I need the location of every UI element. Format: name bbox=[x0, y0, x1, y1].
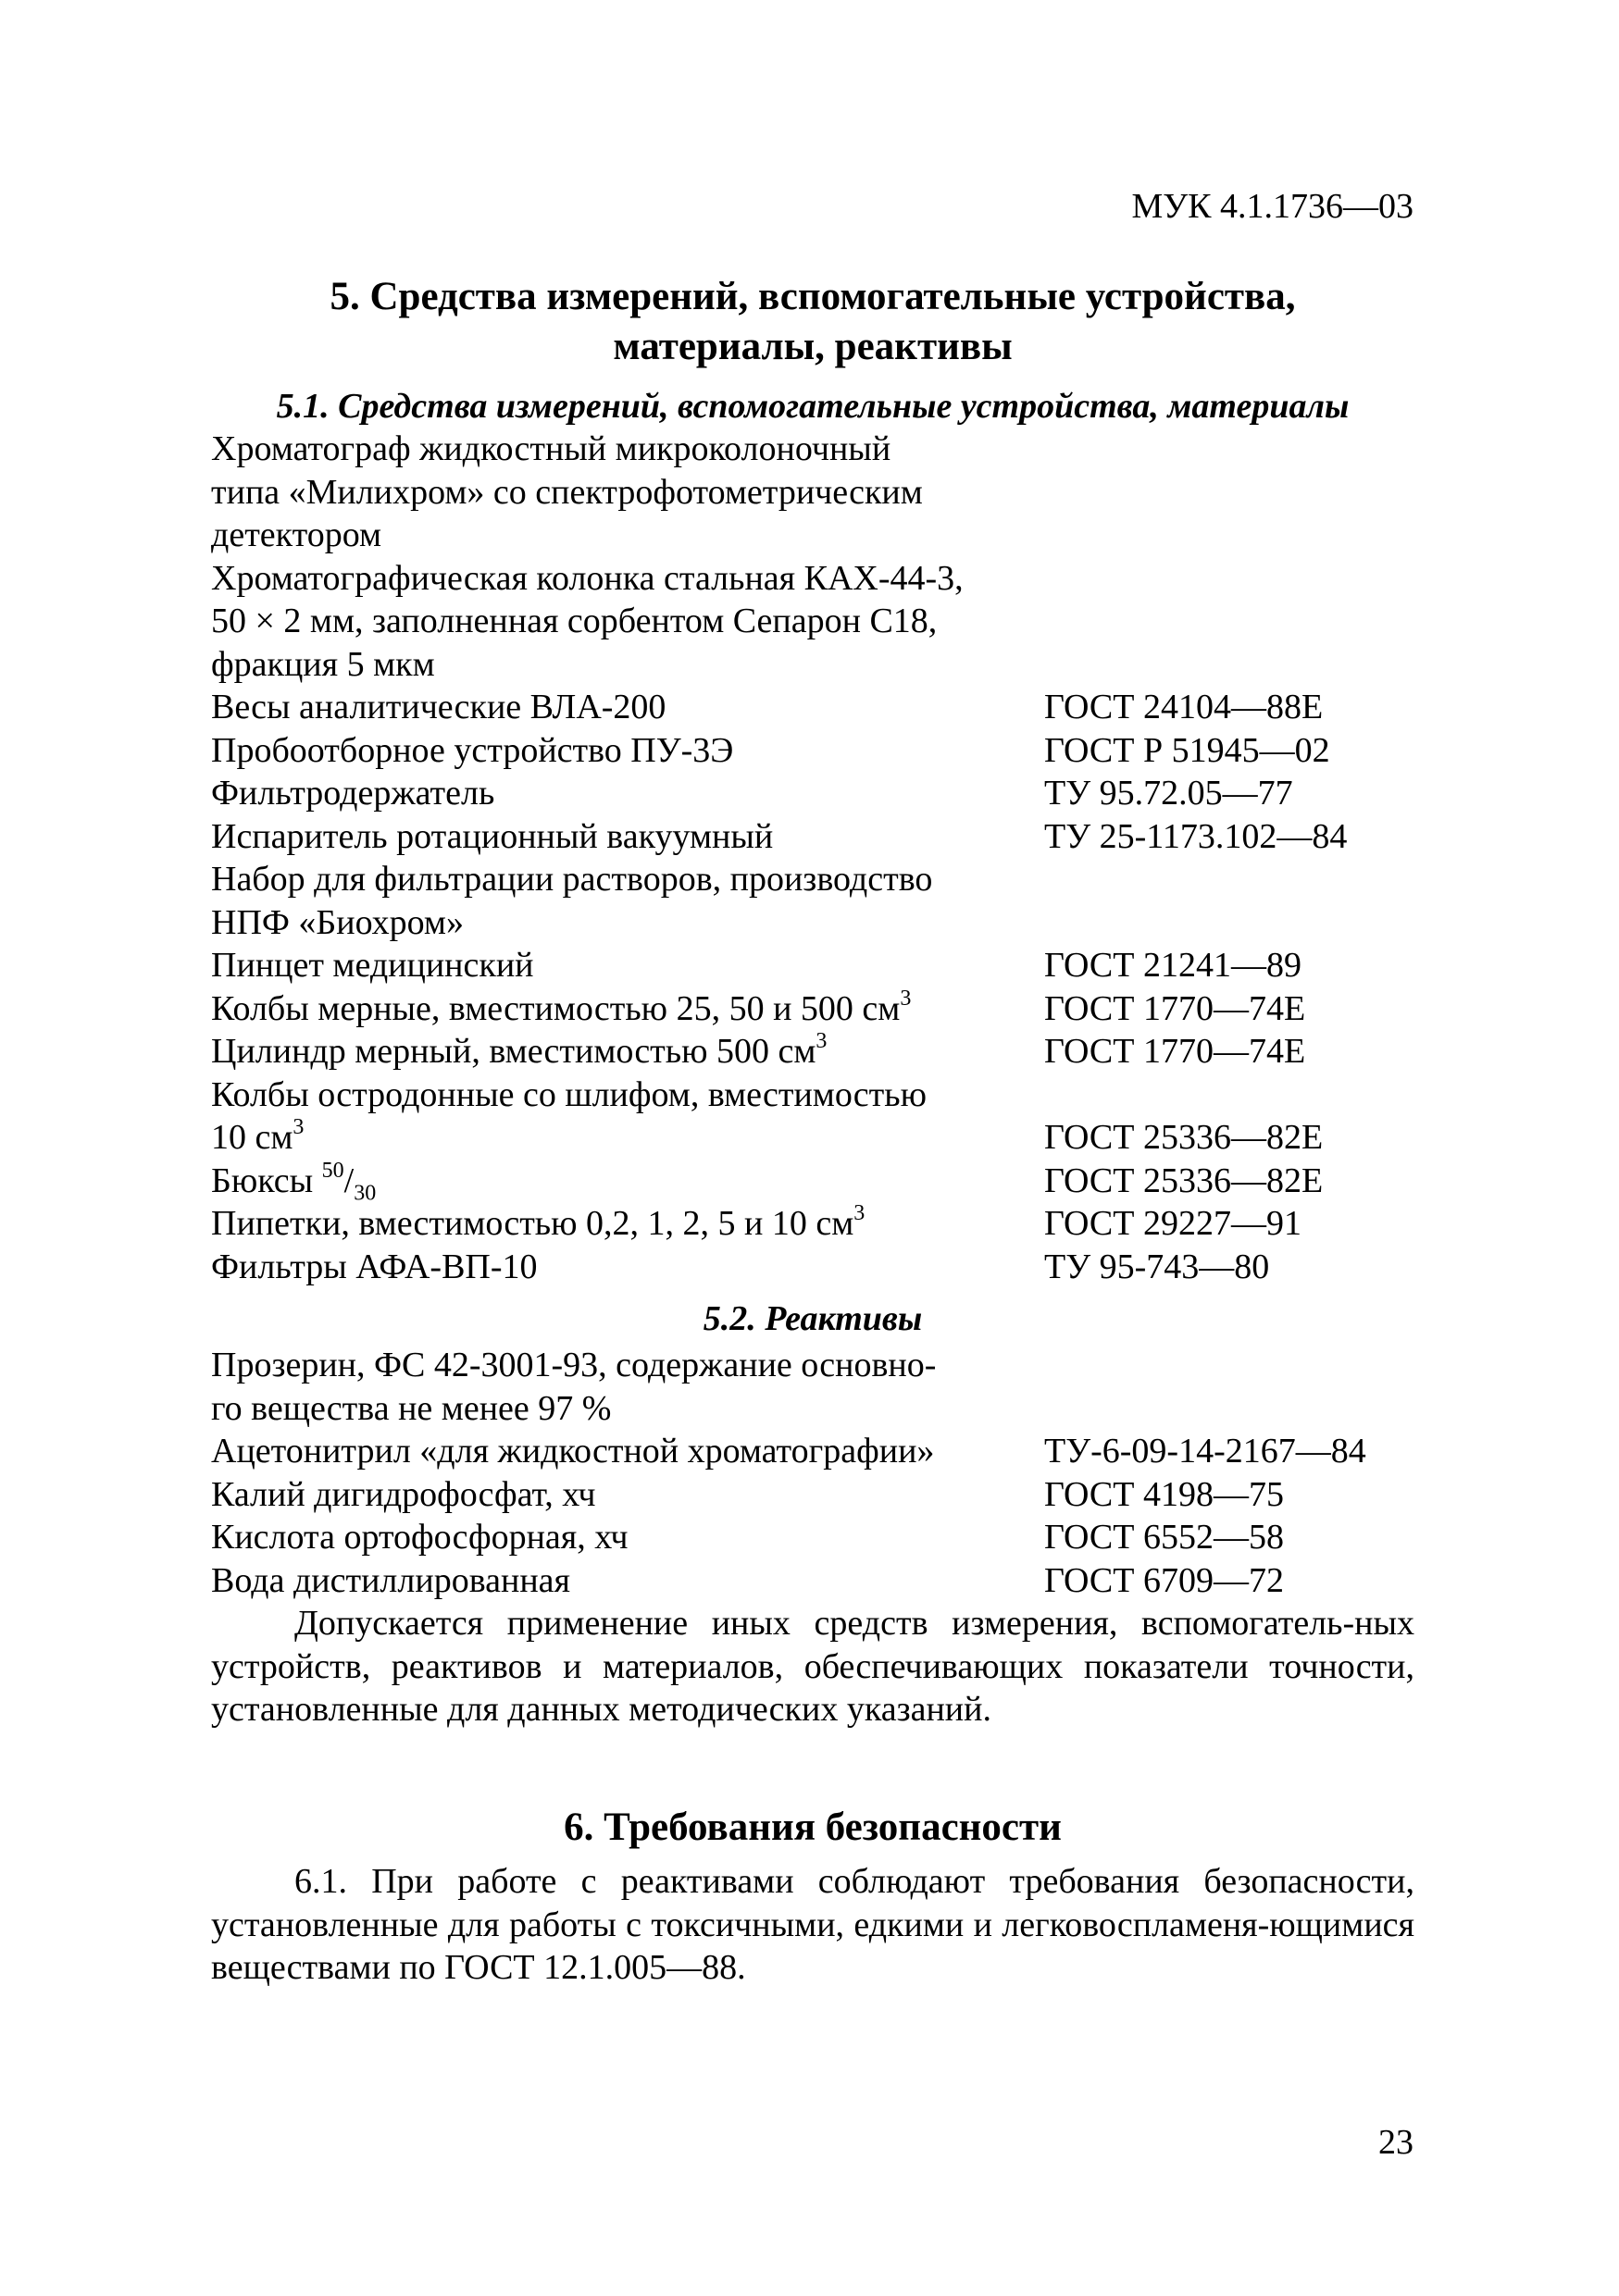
item-name-text: Цилиндр мерный, вместимостью 500 см bbox=[211, 1032, 816, 1071]
item-name-text: го вещества не менее 97 % bbox=[211, 1388, 612, 1428]
item-name-text: Фильтры АФА-ВП-10 bbox=[211, 1247, 538, 1286]
list-item bbox=[211, 901, 1414, 945]
item-name bbox=[211, 1559, 1044, 1603]
item-standard: ТУ 25-1173.102—84 bbox=[1044, 816, 1348, 856]
item-name bbox=[211, 1246, 1044, 1289]
subscript: 30 bbox=[354, 1181, 377, 1206]
superscript: 3 bbox=[293, 1115, 305, 1140]
list-item bbox=[211, 1030, 1414, 1074]
item-standard: ГОСТ 4198—75 bbox=[1044, 1474, 1284, 1514]
item-name bbox=[211, 901, 1044, 945]
list-item bbox=[211, 643, 1414, 687]
item-name bbox=[211, 815, 1044, 859]
list-item bbox=[211, 600, 1414, 643]
section-6 bbox=[211, 1803, 1414, 1990]
list-item bbox=[211, 471, 1414, 515]
item-name bbox=[211, 600, 1044, 643]
item-name-text: Бюксы bbox=[211, 1160, 322, 1200]
item-name bbox=[211, 1074, 1044, 1117]
item-name-text: Пробоотборное устройство ПУ-3Э bbox=[211, 730, 734, 770]
item-name bbox=[211, 1116, 1044, 1160]
item-standard: ГОСТ Р 51945—02 bbox=[1044, 730, 1330, 770]
section-5-title-line-2: материалы, реактивы bbox=[613, 325, 1013, 368]
item-standard: ТУ 95-743—80 bbox=[1044, 1247, 1270, 1286]
item-name bbox=[211, 1516, 1044, 1559]
list-item bbox=[211, 772, 1414, 815]
list-item bbox=[211, 1158, 1414, 1206]
item-name-text: Прозерин, ФС 42-3001-93, содержание основно- bbox=[211, 1346, 937, 1384]
item-name bbox=[211, 987, 1044, 1031]
list-item bbox=[211, 428, 1414, 471]
list-item bbox=[211, 686, 1414, 729]
list-item bbox=[211, 1559, 1414, 1603]
item-name-text: типа «Милихром» со спектрофотометрическим bbox=[211, 472, 923, 512]
item-name bbox=[211, 514, 1044, 557]
list-item bbox=[211, 858, 1414, 901]
item-name bbox=[211, 471, 1044, 515]
list-item bbox=[211, 729, 1414, 773]
item-standard: ГОСТ 21241—89 bbox=[1044, 946, 1301, 985]
item-name bbox=[211, 1158, 1044, 1206]
item-standard: ГОСТ 29227—91 bbox=[1044, 1204, 1301, 1243]
fraction-slash: / bbox=[343, 1160, 355, 1200]
list-item bbox=[211, 1516, 1414, 1559]
item-name-text: Калий дигидрофосфат, хч bbox=[211, 1474, 596, 1514]
item-name-text: Весы аналитические ВЛА-200 bbox=[211, 688, 666, 726]
item-name-text: Пинцет медицинский bbox=[211, 946, 534, 985]
list-item bbox=[211, 1074, 1414, 1117]
list-item bbox=[211, 1202, 1414, 1246]
superscript: 50 bbox=[321, 1158, 344, 1183]
item-name-text: Вода дистиллированная bbox=[211, 1560, 571, 1600]
item-name bbox=[211, 1473, 1044, 1517]
item-name-text: фракция 5 мкм bbox=[211, 644, 435, 684]
item-name bbox=[211, 1030, 1044, 1074]
list-item bbox=[211, 1246, 1414, 1289]
item-name-text: Ацетонитрил «для жидкостной хроматографии» bbox=[211, 1432, 935, 1471]
item-standard: ГОСТ 6709—72 bbox=[1044, 1560, 1284, 1600]
item-name bbox=[211, 686, 1044, 729]
reagents-list bbox=[211, 1344, 1414, 1602]
substitution-note: Допускается применение иных средств измерения, вспомогатель-ных устройств, реактивов и материалов, обеспечивающих показатели точности, установленные для данных методических указаний. bbox=[211, 1604, 1414, 1729]
item-name bbox=[211, 1344, 1044, 1387]
superscript: 3 bbox=[853, 1201, 866, 1226]
item-name-text: детектором bbox=[211, 515, 382, 554]
document-code: МУК 4.1.1736—03 bbox=[1131, 187, 1414, 226]
item-name-text: Колбы мерные, вместимостью 25, 50 и 500 см bbox=[211, 988, 901, 1028]
item-name bbox=[211, 1387, 1044, 1431]
item-standard: ГОСТ 6552—58 bbox=[1044, 1518, 1284, 1557]
list-item bbox=[211, 1116, 1414, 1160]
list-item bbox=[211, 987, 1414, 1031]
item-name bbox=[211, 428, 1044, 471]
item-standard: ГОСТ 1770—74Е bbox=[1044, 1032, 1306, 1071]
item-name bbox=[211, 557, 1044, 601]
list-item bbox=[211, 1430, 1414, 1473]
item-name bbox=[211, 858, 1044, 901]
superscript: 3 bbox=[816, 1029, 828, 1054]
section-5 bbox=[211, 272, 1414, 1731]
list-item bbox=[211, 514, 1414, 557]
list-item bbox=[211, 815, 1414, 859]
item-name-text: Фильтродержатель bbox=[211, 774, 495, 813]
item-name-text: 50 × 2 мм, заполненная сорбентом Сепарон С18, bbox=[211, 602, 938, 640]
item-standard: ТУ 95.72.05—77 bbox=[1044, 774, 1293, 813]
item-name bbox=[211, 772, 1044, 815]
item-standard: ТУ-6-09-14-2167—84 bbox=[1044, 1432, 1366, 1471]
subsection-5-1-title: 5.1. Средства измерений, вспомогательные устройства, материалы bbox=[276, 387, 1350, 426]
item-name bbox=[211, 1430, 1044, 1473]
page-number: 23 bbox=[1378, 2123, 1414, 2162]
item-standard: ГОСТ 24104—88Е bbox=[1044, 688, 1324, 726]
section-6-title: 6. Требования безопасности bbox=[564, 1806, 1062, 1849]
item-name-text: НПФ «Биохром» bbox=[211, 902, 464, 942]
item-standard: ГОСТ 25336—82Е bbox=[1044, 1118, 1324, 1157]
list-item bbox=[211, 1473, 1414, 1517]
superscript: 3 bbox=[900, 986, 912, 1011]
item-name bbox=[211, 729, 1044, 773]
item-name-text: Хроматографическая колонка стальная КАХ-44-3, bbox=[211, 558, 964, 598]
item-standard: ГОСТ 25336—82Е bbox=[1044, 1160, 1324, 1200]
instruments-list bbox=[211, 428, 1414, 1288]
item-name bbox=[211, 1202, 1044, 1246]
safety-paragraph: 6.1. При работе с реактивами соблюдают требования безопасности, установленные для работы с токсичными, едкими и легковоспламеня-ющимися веществами по ГОСТ 12.1.005—88. bbox=[211, 1862, 1414, 1987]
item-name-text: Колбы остродонные со шлифом, вместимостью bbox=[211, 1074, 927, 1114]
list-item bbox=[211, 557, 1414, 601]
item-name bbox=[211, 643, 1044, 687]
item-name bbox=[211, 944, 1044, 987]
section-5-title-line-1: 5. Средства измерений, вспомогательные устройства, bbox=[330, 275, 1296, 318]
list-item bbox=[211, 1387, 1414, 1431]
subsection-5-2-title: 5.2. Реактивы bbox=[703, 1299, 923, 1338]
item-name-text: Испаритель ротационный вакуумный bbox=[211, 816, 774, 856]
item-name-text: Хроматограф жидкостный микроколоночный bbox=[211, 429, 891, 468]
item-name-text: Набор для фильтрации растворов, производство bbox=[211, 860, 933, 899]
list-item bbox=[211, 1344, 1414, 1387]
item-name-text: 10 см bbox=[211, 1118, 293, 1157]
list-item bbox=[211, 944, 1414, 987]
item-standard: ГОСТ 1770—74Е bbox=[1044, 988, 1306, 1028]
item-name-text: Пипетки, вместимостью 0,2, 1, 2, 5 и 10 см bbox=[211, 1204, 854, 1243]
item-name-text: Кислота ортофосфорная, хч bbox=[211, 1518, 629, 1557]
